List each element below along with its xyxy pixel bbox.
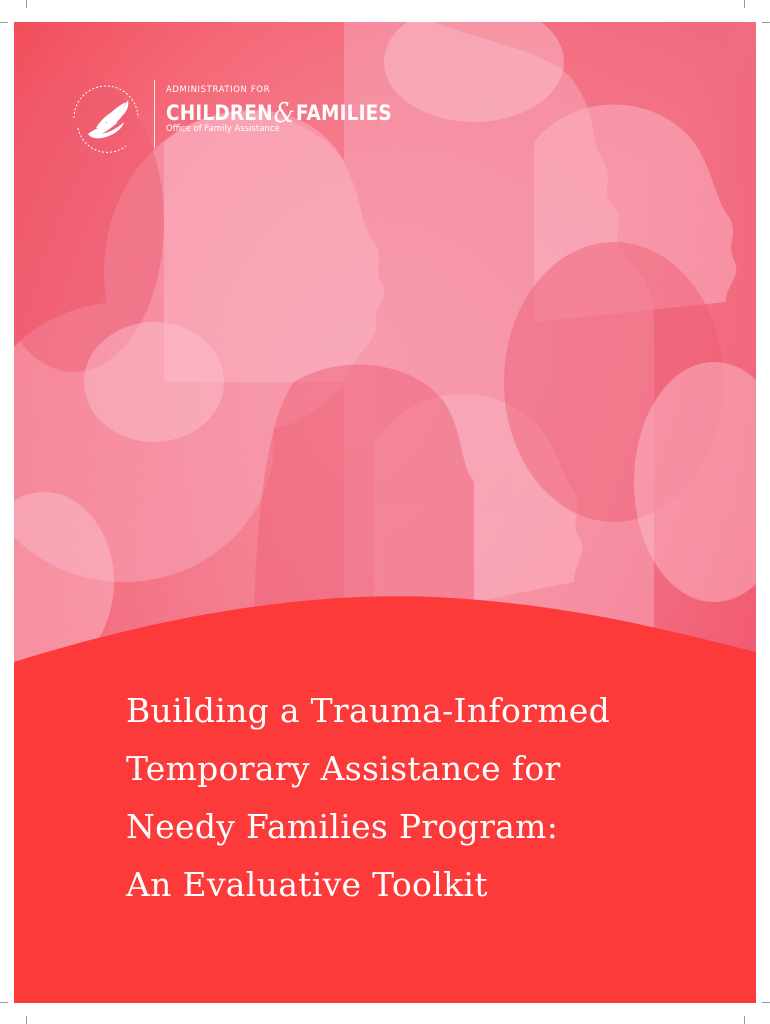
agency-name-families: FAMILIES <box>295 101 392 125</box>
crop-mark-top-left-h <box>0 22 8 23</box>
crop-mark-bottom-right-v <box>744 1016 745 1024</box>
crop-mark-bottom-left-h <box>0 1002 8 1003</box>
agency-ampersand: & <box>273 98 295 129</box>
agency-name <box>166 96 392 127</box>
agency-logo <box>66 74 406 174</box>
logo-divider <box>154 80 155 148</box>
document-title <box>126 682 686 914</box>
crop-mark-top-right-h <box>762 22 770 23</box>
crop-mark-bottom-right-h <box>762 1002 770 1003</box>
office-name: Office of Family Assistance <box>166 124 280 134</box>
agency-prefix: ADMINISTRATION FOR <box>166 85 271 95</box>
title-line-2: Temporary Assistance for <box>126 749 561 788</box>
title-line-3: Needy Families Program: <box>126 807 559 846</box>
hhs-eagle-seal-icon <box>66 78 146 158</box>
crop-mark-bottom-left-v <box>26 1016 27 1024</box>
crop-mark-top-left-v <box>26 0 27 8</box>
title-line-4: An Evaluative Toolkit <box>126 865 488 904</box>
title-line-1: Building a Trauma-Informed <box>126 691 611 730</box>
cover-page <box>14 22 756 1003</box>
agency-name-children: CHILDREN <box>166 101 273 125</box>
crop-mark-top-right-v <box>744 0 745 8</box>
